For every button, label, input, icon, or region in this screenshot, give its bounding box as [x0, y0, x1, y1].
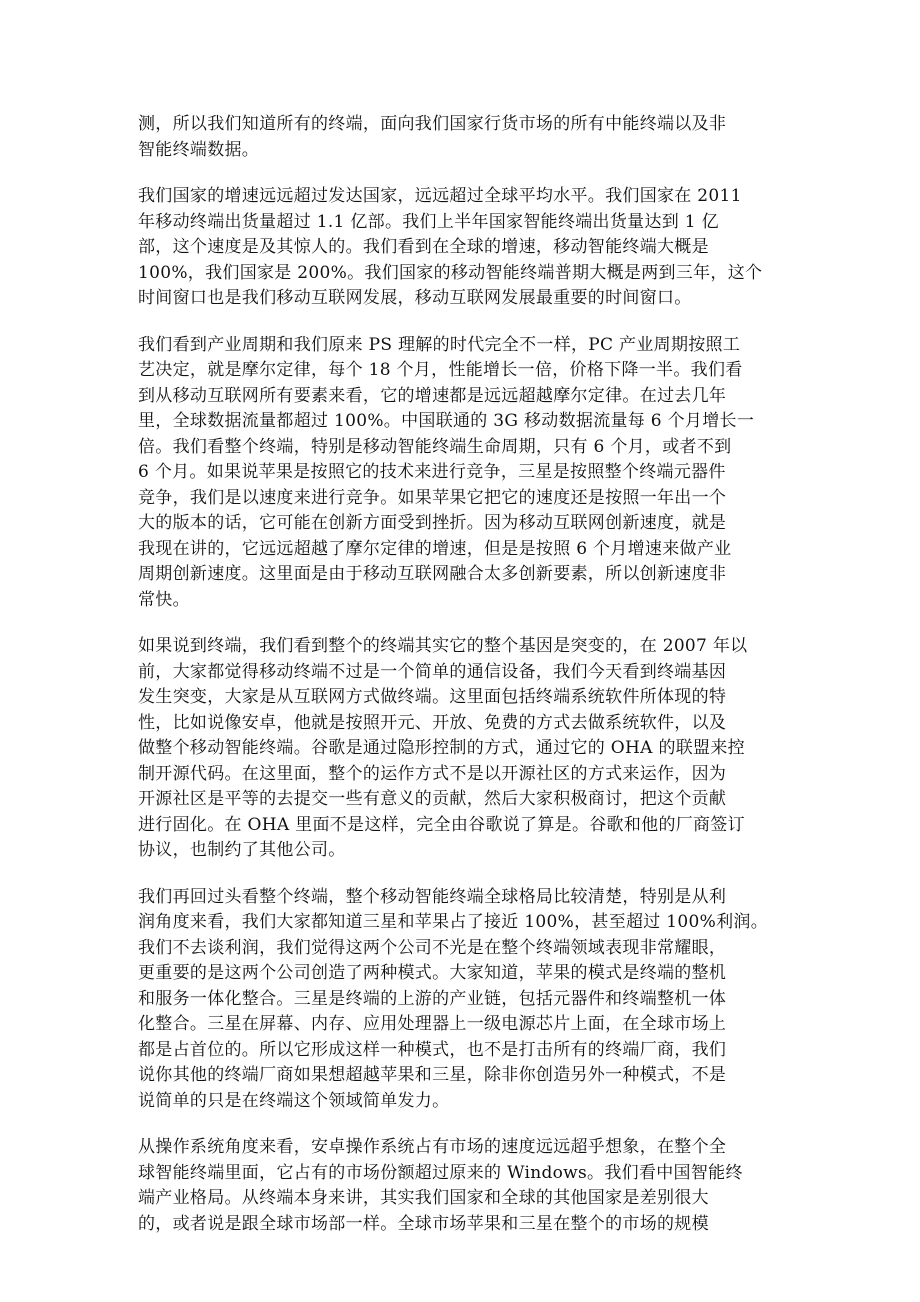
paragraph-3: 我们看到产业周期和我们原来 PS 理解的时代完全不一样，PC 产业周期按照工 艺决定，就是摩尔定律，每个 18 个月，性能增长一倍，价格下降一半。我们看 到从移动互联网所有要素来看，它的增速都是远远超越摩尔定律。在过去几年 里，全球数据流量都超过 100%。中国联通的 3G 移动数据流量每 6 个月增长一 倍。我们看整个终端，特别是移动智能终端生命周期，只有 6 个月，或者不到 6 个月。如果说苹果是按照它的技术来进行竞争，三星是按照整个终端元器件 竞争，我们是以速度来进行竞争。如果苹果它把它的速度还是按照一年出一个 大的版本的话，它可能在创新方面受到挫折。因为移动互联网创新速度，就是 我现在讲的，它远远超越了摩尔定律的增速，但是是按照 6 个月增速来做产业 周期创新速度。这里面是由于移动互联网融合太多创新要素，所以创新速度非 常快。: [138, 334, 755, 610]
paragraph-5: 我们再回过头看整个终端，整个移动智能终端全球格局比较清楚，特别是从利 润角度来看，我们大家都知道三星和苹果占了接近 100%，甚至超过 100%利润。 我们不去谈利润，我们觉得这两个公司不光是在整个终端领域表现非常耀眼， 更重要的是这两个公司创造了两种模式。大家知道，苹果的模式是终端的整机 和服务一体化整合。三星是终端的上游的产业链，包括元器件和终端整机一体 化整合。三星在屏幕、内存、应用处理器上一级电源芯片上面，在全球市场上 都是占首位的。所以它形成这样一种模式，也不是打击所有的终端厂商，我们 说你其他的终端厂商如果想超越苹果和三星，除非你创造另外一种模式，不是 说简单的只是在终端这个领域简单发力。: [138, 886, 769, 1111]
paragraph-2: 我们国家的增速远远超过发达国家，远远超过全球平均水平。我们国家在 2011 年移动终端出货量超过 1.1 亿部。我们上半年国家智能终端出货量达到 1 亿 部，这个速度是及其惊人的。我们看到在全球的增速，移动智能终端大概是 100%，我们国家是 200%。我们国家的移动智能终端普期大概是两到三年，这个 时间窗口也是我们移动互联网发展，移动互联网发展最重要的时间窗口。: [138, 186, 763, 308]
document-page: [138, 112, 788, 1258]
paragraph-4: 如果说到终端，我们看到整个的终端其实它的整个基因是突变的，在 2007 年以 前，大家都觉得移动终端不过是一个简单的通信设备，我们今天看到终端基因 发生突变，大家是从互联网方式做终端。这里面包括终端系统软件所体现的特 性，比如说像安卓，他就是按照开元、开放、免费的方式去做系统软件，以及 做整个移动智能终端。谷歌是通过隐形控制的方式，通过它的 OHA 的联盟来控 制开源代码。在这里面，整个的运作方式不是以开源社区的方式来运作，因为 开源社区是平等的去提交一些有意义的贡献，然后大家积极商讨，把这个贡献 进行固化。在 OHA 里面不是这样，完全由谷歌说了算是。谷歌和他的厂商签订 协议，也制约了其他公司。: [138, 636, 748, 860]
paragraph-6: 从操作系统角度来看，安卓操作系统占有市场的速度远远超乎想象，在整个全 球智能终端里面，它占有的市场份额超过原来的 Windows。我们看中国智能终 端产业格局。从终端本身来讲，其实我们国家和全球的其他国家是差别很大 的，或者说是跟全球市场部一样。全球市场苹果和三星在整个的市场的规模: [138, 1137, 743, 1234]
paragraph-1: 测，所以我们知道所有的终端，面向我们国家行货市场的所有中能终端以及非 智能终端数据。: [138, 114, 727, 160]
